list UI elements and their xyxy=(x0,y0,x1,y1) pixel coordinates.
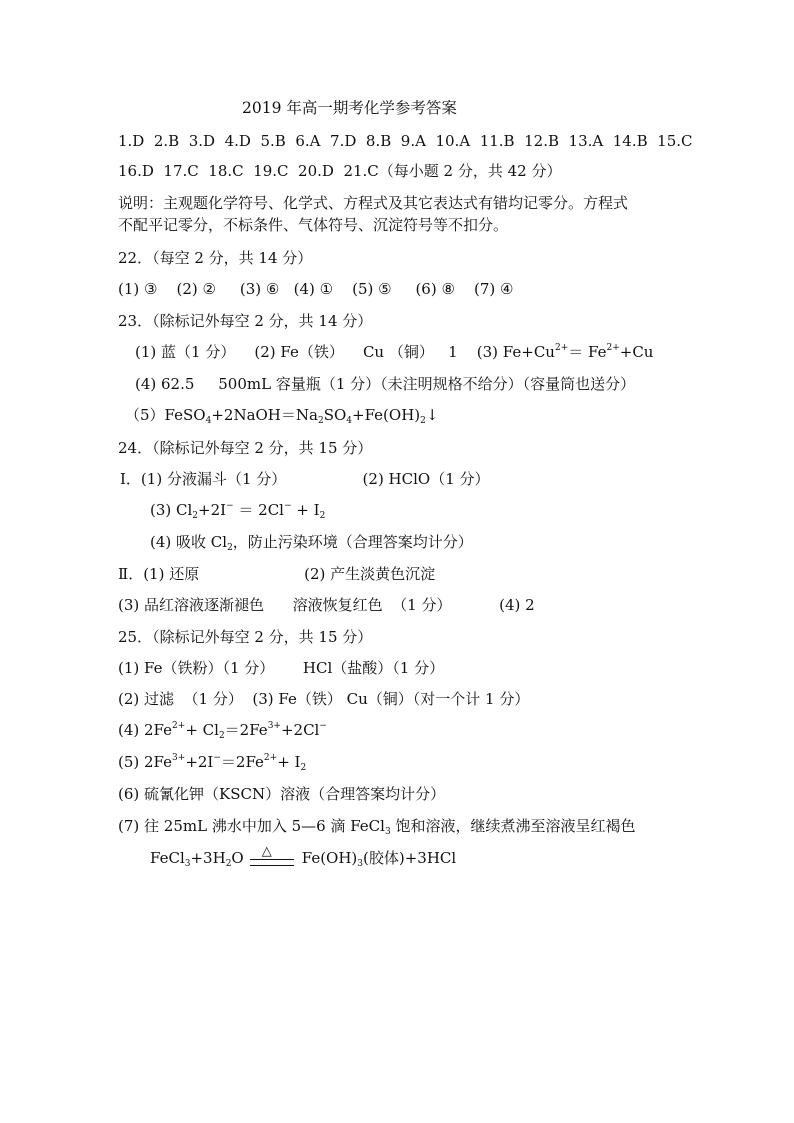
q24-part1-line-4: (4) 吸收 $Cl_2$，防止污染环境（合理答案均计分） xyxy=(150,533,473,553)
page-title: 2019 年高一期考化学参考答案 xyxy=(242,99,457,117)
q24-part1-line-3: (3) $Cl_2+2I^- = 2Cl^- + I_2$ xyxy=(150,501,326,521)
q25-answer-1: (1) Fe（铁粉）（1 分） HCl（盐酸）（1 分） xyxy=(118,659,445,677)
q24-part2-line-1: Ⅱ．(1) 还原 (2) 产生淡黄色沉淀 xyxy=(118,565,436,583)
q22-header: 22．（每空 2 分，共 14 分） xyxy=(118,249,313,267)
mc-answers-row-1: 1.D 2.B 3.D 4.D 5.B 6.A 7.D 8.B 9.A 10.A 11.B 12.B 13.A 14.B 15.C xyxy=(118,132,693,150)
mc-answers-row-2: 16.D 17.C 18.C 19.C 20.D 21.C（每小题 2 分，共 42 分） xyxy=(118,162,562,180)
q25-answer-2: (2) 过滤 （1 分） (3) Fe（铁） Cu（铜）（对一个计 1 分） xyxy=(118,690,530,708)
q23-line-1: (1) 蓝（1 分） (2) Fe（铁） Cu （铜） 1 (3) $Fe+Cu^{2+}= Fe^{2+}+Cu$ xyxy=(135,343,654,361)
q22-answers: (1) ③ (2) ② (3) ⑥ (4) ① (5) ⑤ (6) ⑧ (7) ④ xyxy=(118,280,514,298)
grading-note-line-1: 说明：主观题化学符号、化学式、方程式及其它表达式有错均记零分。方程式 xyxy=(118,194,629,212)
q24-part1-line-1: Ⅰ．(1) 分液漏斗（1 分） (2) HClO（1 分） xyxy=(120,470,490,488)
heating-equals-icon: △ xyxy=(248,848,298,868)
q24-header: 24．（除标记外每空 2 分，共 15 分） xyxy=(118,439,373,457)
q24-part2-line-3: (3) 品红溶液逐渐褪色 溶液恢复红色 （1 分） (4) 2 xyxy=(118,596,535,614)
q23-line-2: (4) 62.5 500mL 容量瓶（1 分）（未注明规格不给分）（容量筒也送分） xyxy=(135,375,636,393)
precipitate-arrow-icon: ↓ xyxy=(425,406,439,424)
q23-line-3: $(5)FeSO_4+2NaOH=Na_2SO_4+Fe(OH)_2↓$ xyxy=(125,406,439,426)
q25-header: 25．（除标记外每空 2 分，共 15 分） xyxy=(118,628,373,646)
q25-answer-5: (5) $2Fe^{3+}+2I^-=2Fe^{2+}+ I_2$ xyxy=(118,753,307,773)
q25-equation: $FeCl_3+3H_2O$ △ $Fe(OH)_3$(胶体)+3HCl xyxy=(150,844,457,869)
q23-header: 23．（除标记外每空 2 分，共 14 分） xyxy=(118,312,373,330)
q25-answer-6: (6) 硫氰化钾（KSCN）溶液（合理答案均计分） xyxy=(118,785,446,803)
q25-answer-4: (4) $2Fe^{2+}+ Cl_2=2Fe^{3+}+2Cl^-$ xyxy=(118,721,327,741)
grading-note-line-2: 不配平记零分，不标条件、气体符号、沉淀符号等不扣分。 xyxy=(118,216,509,234)
q25-answer-7: (7) 往 25mL 沸水中加入 5—6 滴 FeCl$_3$ 饱和溶液，继续煮沸至溶液呈红褐色 xyxy=(118,817,636,837)
